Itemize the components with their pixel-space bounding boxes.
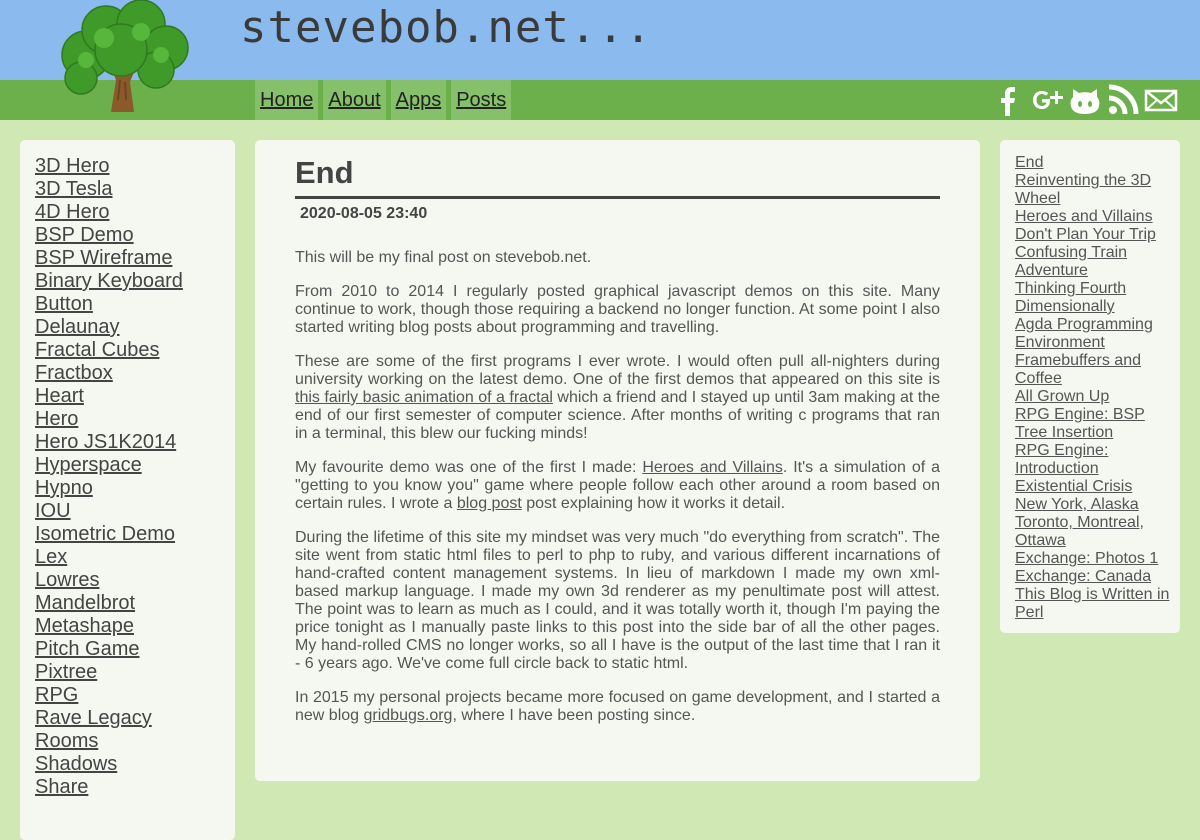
- app-item: [35, 707, 235, 730]
- post-link[interactable]: Exchange: Canada: [1015, 568, 1152, 585]
- title-divider: [295, 196, 940, 199]
- post-link[interactable]: New York, Alaska: [1015, 496, 1139, 513]
- app-link[interactable]: Delaunay: [35, 316, 120, 338]
- app-item: [35, 776, 235, 799]
- post-item: [1015, 352, 1170, 388]
- app-item: [35, 339, 235, 362]
- post-link[interactable]: Confusing Train Adventure: [1015, 244, 1128, 279]
- app-link[interactable]: Rave Legacy: [35, 707, 152, 729]
- email-icon[interactable]: [1144, 83, 1178, 117]
- app-item: [35, 454, 235, 477]
- post-item: [1015, 586, 1170, 622]
- post-link[interactable]: Don't Plan Your Trip: [1015, 226, 1156, 243]
- tree-logo[interactable]: [46, 0, 196, 112]
- post-link[interactable]: RPG Engine: BSP Tree Insertion: [1015, 406, 1145, 441]
- app-link[interactable]: Isometric Demo: [35, 523, 176, 545]
- app-item: [35, 431, 235, 454]
- post-link[interactable]: Toronto, Montreal, Ottawa: [1015, 514, 1144, 549]
- post-link[interactable]: End: [1015, 154, 1044, 171]
- app-item: [35, 316, 235, 339]
- app-item: [35, 592, 235, 615]
- app-item: [35, 753, 235, 776]
- post-item: [1015, 280, 1170, 316]
- app-link[interactable]: Metashape: [35, 615, 134, 637]
- app-link[interactable]: RPG: [35, 684, 79, 706]
- post-item: [1015, 208, 1170, 226]
- post-link[interactable]: Reinventing the 3D Wheel: [1015, 172, 1152, 207]
- paragraph-text: post explaining how it works it detail.: [521, 495, 786, 512]
- nav-home-link[interactable]: Home: [255, 80, 318, 120]
- apps-list: [20, 140, 235, 799]
- post-item: [1015, 478, 1170, 496]
- app-item: [35, 224, 235, 247]
- paragraph-text: My favourite demo was one of the first I made:: [295, 459, 643, 476]
- post-item: [1015, 442, 1170, 478]
- apps-sidebar: [20, 140, 235, 840]
- post-item: [1015, 496, 1170, 514]
- app-item: [35, 684, 235, 707]
- app-link[interactable]: Binary Keyboard: [35, 270, 183, 292]
- app-link[interactable]: 3D Hero: [35, 155, 110, 177]
- post-item: [1015, 154, 1170, 172]
- app-link[interactable]: Shadows: [35, 753, 118, 775]
- rss-icon[interactable]: [1106, 83, 1140, 117]
- post-item: [1015, 568, 1170, 586]
- app-item: [35, 569, 235, 592]
- app-link[interactable]: Rooms: [35, 730, 99, 752]
- app-link[interactable]: Lex: [35, 546, 68, 568]
- app-link[interactable]: Button: [35, 293, 93, 315]
- app-item: [35, 385, 235, 408]
- app-item: [35, 730, 235, 753]
- app-link[interactable]: Share: [35, 776, 89, 798]
- nav-apps-link[interactable]: Apps: [391, 80, 447, 120]
- post-date: 2020-08-05 23:40: [300, 205, 428, 222]
- app-item: [35, 638, 235, 661]
- post-link[interactable]: All Grown Up: [1015, 388, 1110, 405]
- posts-sidebar: [1000, 140, 1180, 633]
- paragraph-text: These are some of the first programs I ever wrote. I would often pull all-nighters during university working on the latest demo. One of the first demos that appeared on this site is: [295, 353, 940, 388]
- paragraph: [295, 353, 940, 443]
- app-link[interactable]: Hyperspace: [35, 454, 142, 476]
- app-item: [35, 661, 235, 684]
- app-link[interactable]: Fractbox: [35, 362, 113, 384]
- app-item: [35, 500, 235, 523]
- post-title: End: [295, 155, 354, 190]
- app-link[interactable]: Pixtree: [35, 661, 98, 683]
- app-link[interactable]: Hypno: [35, 477, 93, 499]
- post-link[interactable]: This Blog is Written in Perl: [1015, 586, 1170, 621]
- nav-posts-link[interactable]: Posts: [451, 80, 511, 120]
- paragraph-text: . It's a simulation of a "getting to you know you" game where people follow each other around a room based on certain rules. I wrote a: [295, 459, 940, 512]
- post-panel: [255, 140, 980, 781]
- fractal-animation-link[interactable]: this fairly basic animation of a fractal: [295, 389, 553, 406]
- app-item: [35, 546, 235, 569]
- app-link[interactable]: Pitch Game: [35, 638, 140, 660]
- post-link[interactable]: Existential Crisis: [1015, 478, 1133, 495]
- gridbugs-link[interactable]: gridbugs.org: [363, 707, 453, 724]
- app-link[interactable]: Hero JS1K2014: [35, 431, 177, 453]
- post-link[interactable]: Framebuffers and Coffee: [1015, 352, 1141, 387]
- paragraph-text: which a friend and I stayed up until 3am making at the end of our first semester of computer science. After months of writing c programs that ran in a terminal, this blew our fucking minds!: [295, 389, 941, 442]
- app-link[interactable]: 3D Tesla: [35, 178, 113, 200]
- paragraph: From 2010 to 2014 I regularly posted graphical javascript demos on this site. Many continue to work, though those requiring a backend no longer function. At some point I also started writing blog posts about programming and travelling.: [295, 283, 940, 336]
- facebook-icon[interactable]: [992, 83, 1026, 117]
- paragraph: This will be my final post on stevebob.net.: [295, 249, 592, 266]
- post-item: [1015, 550, 1170, 568]
- paragraph-text: In 2015 my personal projects became more focused on game development, and I started a new blog: [295, 689, 940, 724]
- app-link[interactable]: BSP Wireframe: [35, 247, 173, 269]
- nav-about-link[interactable]: About: [323, 80, 385, 120]
- app-link[interactable]: Mandelbrot: [35, 592, 136, 614]
- paragraph: [295, 459, 940, 513]
- post-link[interactable]: Agda Programming Environment: [1015, 316, 1153, 351]
- app-item: [35, 408, 235, 431]
- github-icon[interactable]: [1068, 83, 1102, 117]
- app-item: [35, 178, 235, 201]
- app-item: [35, 247, 235, 270]
- social-links: [992, 83, 1178, 117]
- heroes-and-villains-link[interactable]: Heroes and Villains: [642, 459, 783, 476]
- post-item: [1015, 244, 1170, 280]
- post-item: [1015, 316, 1170, 352]
- paragraph: [295, 689, 940, 725]
- app-link[interactable]: Lowres: [35, 569, 100, 591]
- main-nav: [255, 80, 516, 120]
- app-item: [35, 615, 235, 638]
- app-link[interactable]: Fractal Cubes: [35, 339, 160, 361]
- post-link[interactable]: Exchange: Photos 1: [1015, 550, 1159, 567]
- app-link[interactable]: Heart: [35, 385, 84, 407]
- app-item: [35, 362, 235, 385]
- app-item: [35, 270, 235, 293]
- blog-post-link[interactable]: blog post: [456, 495, 522, 512]
- site-title[interactable]: stevebob.net...: [240, 2, 653, 53]
- post-link[interactable]: RPG Engine: Introduction: [1015, 442, 1109, 477]
- app-link[interactable]: BSP Demo: [35, 224, 134, 246]
- app-item: [35, 293, 235, 316]
- post-link[interactable]: Thinking Fourth Dimensionally: [1015, 280, 1127, 315]
- post-item: [1015, 388, 1170, 406]
- app-item: [35, 523, 235, 546]
- app-item: [35, 477, 235, 500]
- post-item: [1015, 172, 1170, 208]
- app-link[interactable]: Hero: [35, 408, 79, 430]
- google-plus-icon[interactable]: [1030, 83, 1064, 117]
- post-item: [1015, 226, 1170, 244]
- post-item: [1015, 514, 1170, 550]
- post-body: [295, 249, 940, 741]
- paragraph-text: , where I have been posting since.: [452, 707, 696, 724]
- app-link[interactable]: IOU: [35, 500, 71, 522]
- app-item: [35, 201, 235, 224]
- post-item: [1015, 406, 1170, 442]
- post-link[interactable]: Heroes and Villains: [1015, 208, 1153, 225]
- paragraph: During the lifetime of this site my mindset was very much "do everything from scratch". The site went from static html files to perl to php to ruby, and various different incarnations of hand-crafted content management systems. In lieu of markdown I made my own xml-based markup language. I made my own 3d renderer as my penultimate post will attest. The point was to learn as much as I could, and it was totally worth it, though I'm paying the price tonight as I manually paste links to this post into the side bar of all the other pages. My hand-rolled CMS no longer works, so all I have is the output of the last time that I ran it - 6 years ago. We've come full circle back to static html.: [295, 529, 940, 672]
- app-link[interactable]: 4D Hero: [35, 201, 110, 223]
- posts-list: [1000, 140, 1180, 622]
- app-item: [35, 155, 235, 178]
